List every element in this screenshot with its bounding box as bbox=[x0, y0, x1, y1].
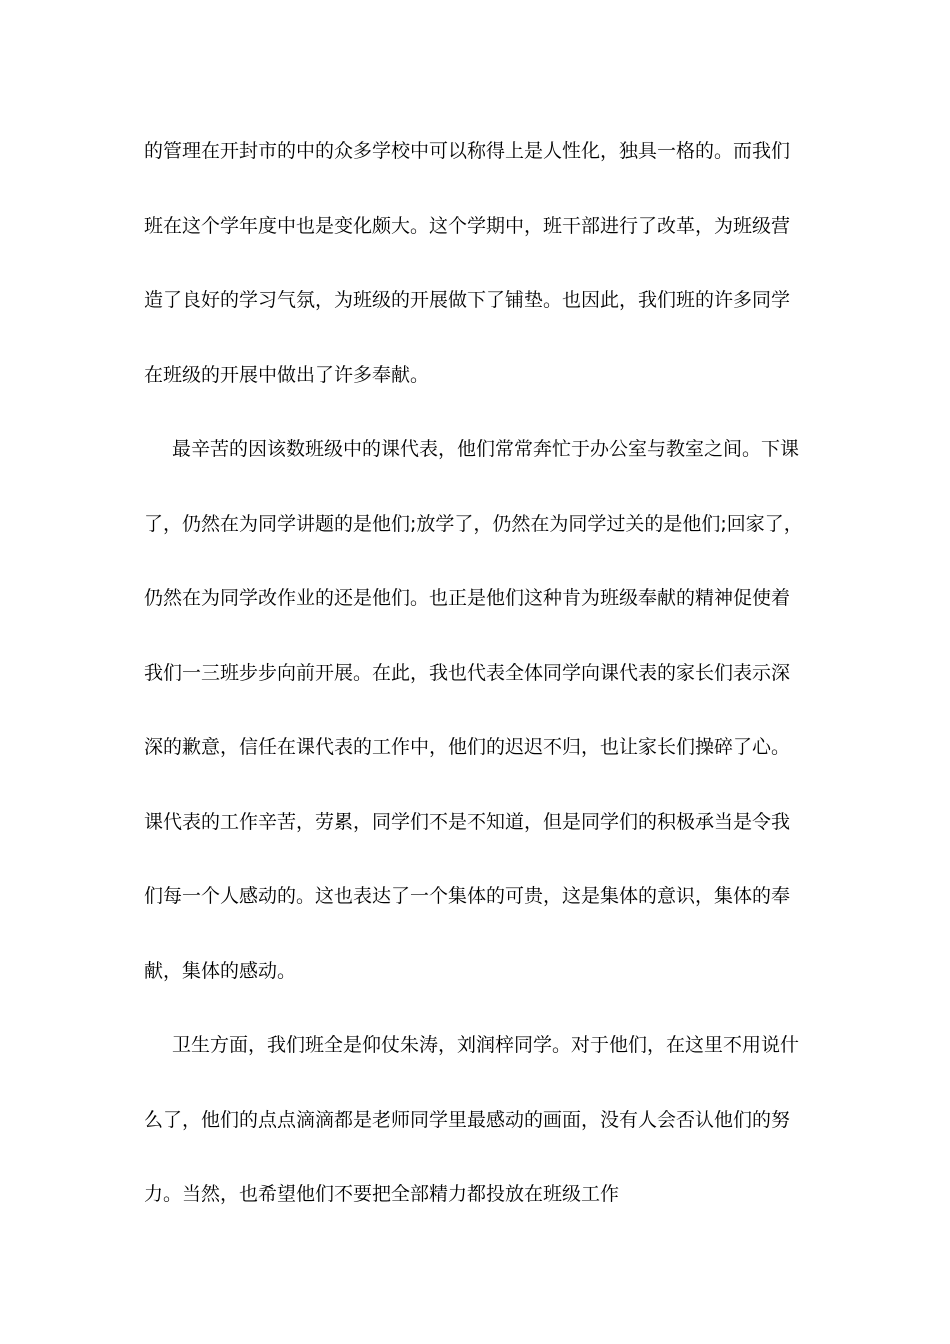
text-line: 们每一个人感动的。这也表达了一个集体的可贵，这是集体的意识，集体的奉 bbox=[144, 885, 791, 907]
paragraph-1 bbox=[144, 132, 809, 394]
text-line: 造了良好的学习气氛，为班级的开展做下了铺垫。也因此，我们班的许多同学 bbox=[144, 289, 791, 311]
text-line: 了，仍然在为同学讲题的是他们;放学了，仍然在为同学过关的是他们;回家了， bbox=[144, 512, 803, 535]
document-body bbox=[144, 132, 809, 1250]
text-line: 么了，他们的点点滴滴都是老师同学里最感动的画面，没有人会否认他们的努 bbox=[144, 1108, 791, 1131]
text-line: 班在这个学年度中也是变化颇大。这个学期中，班干部进行了改革，为班级营 bbox=[144, 214, 791, 237]
text-line: 的管理在开封市的中的众多学校中可以称得上是人性化，独具一格的。而我们 bbox=[144, 140, 791, 162]
text-line: 献，集体的感动。 bbox=[144, 959, 297, 982]
text-line: 力。当然，也希望他们不要把全部精力都投放在班级工作 bbox=[144, 1183, 620, 1205]
text-line: 仍然在为同学改作业的还是他们。也正是他们这种肯为班级奉献的精神促使着 bbox=[144, 587, 791, 609]
text-line: 最辛苦的因该数班级中的课代表，他们常常奔忙于办公室与教室之间。下课 bbox=[172, 438, 800, 460]
text-line: 我们一三班步步向前开展。在此，我也代表全体同学向课代表的家长们表示深 bbox=[144, 661, 791, 684]
text-line: 深的歉意，信任在课代表的工作中，他们的迟迟不归，也让家长们操碎了心。 bbox=[144, 736, 791, 758]
text-line: 在班级的开展中做出了许多奉献。 bbox=[144, 363, 430, 386]
paragraph-3 bbox=[144, 1026, 809, 1213]
text-line: 课代表的工作辛苦，劳累，同学们不是不知道，但是同学们的积极承当是令我 bbox=[144, 810, 791, 833]
text-line: 卫生方面，我们班全是仰仗朱涛，刘润梓同学。对于他们，在这里不用说什 bbox=[172, 1034, 800, 1056]
paragraph-2 bbox=[144, 430, 809, 990]
